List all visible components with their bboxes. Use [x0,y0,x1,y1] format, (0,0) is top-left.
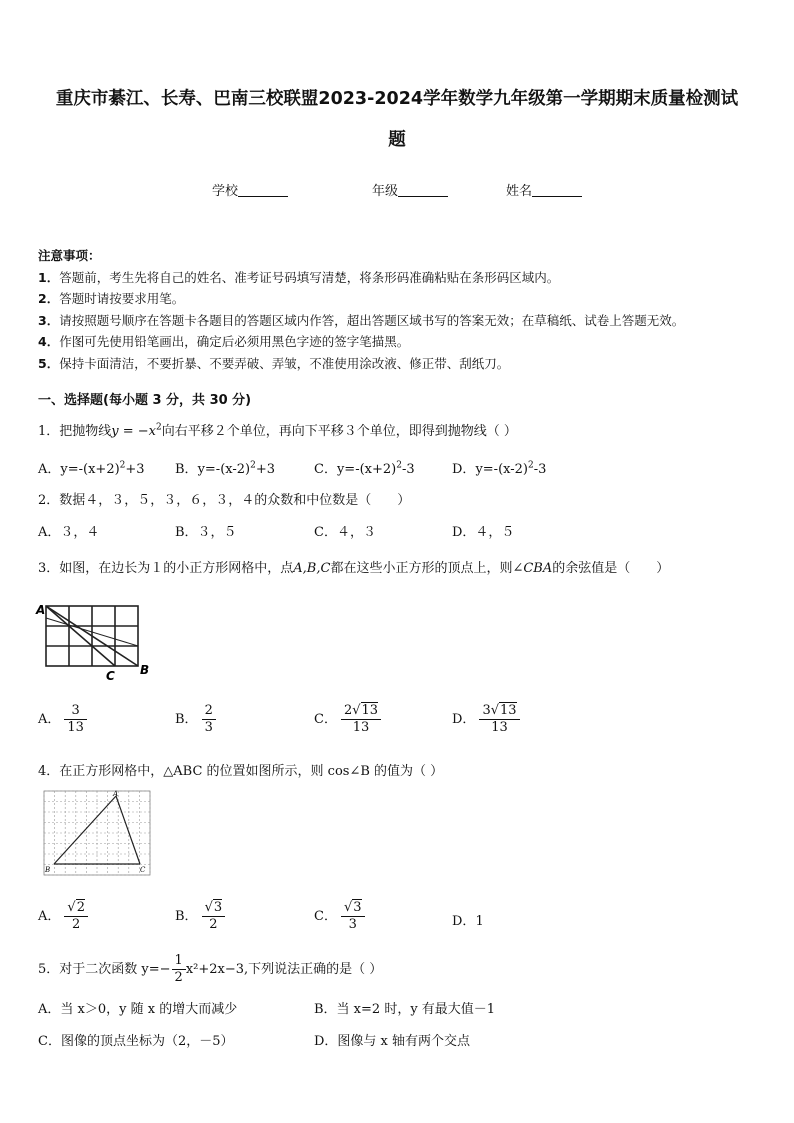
notes-heading: 注意事项： [38,248,101,263]
grade-field[interactable] [372,180,448,199]
school-blank[interactable] [238,182,288,197]
question-3: 3．如图，在边长为１的小正方形网格中，点A,B,C都在这些小正方形的顶点上，则∠CBA的余弦值是（ ） [38,561,670,576]
q3-option-c[interactable]: C． $\frac{2√13}{13}$ [314,703,381,736]
q3-option-d[interactable]: D． $\frac{3√13}{13}$ [452,703,520,736]
q4-option-d[interactable]: D．1 [452,914,484,929]
q4-label-a: A [113,790,119,798]
q1-option-a[interactable]: A．$y=-(x+2)^2+3$ [38,460,145,477]
q3-option-a[interactable]: A． $\frac{3}{13}$ [38,703,87,736]
q4-option-c[interactable]: C． $\frac{√3}{3}$ [314,900,365,933]
grade-label: 年级 [372,184,399,199]
note-item: 2．答题时请按要求用笔。 [38,291,185,306]
question-5: 5．对于二次函数 y=− $\frac{1}{2}$ x²+2x−3,下列说法正确的是（ ） [38,953,383,985]
q5-option-b[interactable]: B．当 x=2 时，y 有最大值－1 [314,1002,496,1017]
exam-title-line1: 重庆市綦江、长寿、巴南三校联盟2023-2024学年数学九年级第一学期期末质量检测试 [55,89,739,109]
q5-option-c[interactable]: C．图像的顶点坐标为（2，－5） [38,1034,234,1049]
q4-option-a[interactable]: A． $\frac{√2}{2}$ [38,900,88,933]
q5-option-d[interactable]: D．图像与 x 轴有两个交点 [314,1034,471,1049]
note-item: 5．保持卡面清洁，不要折暴、不要弄破、弄皱，不准使用涂改液、修正带、刮纸刀。 [38,355,510,371]
question-4: 4．在正方形网格中，△ABC 的位置如图所示，则 cos∠B 的值为（ ） [38,764,444,779]
q3-grid-figure [34,598,154,684]
notes-block [38,245,684,374]
question-2: 2．数据４，３，５，３，６，３，４的众数和中位数是（ ） [38,493,411,508]
note-item: 3．请按照题号顺序在答题卡各题目的答题区域内作答，超出答题区域书写的答案无效；在草稿纸、试卷上答题无效。 [38,312,685,328]
note-item: 4．作图可先使用铅笔画出，确定后必须用黑色字迹的签字笔描黑。 [38,334,410,349]
q3-label-a: A [36,603,46,617]
student-info-row [0,180,794,200]
q5-option-a[interactable]: A．当 x＞0，y 随 x 的增大而减少 [38,1002,238,1017]
q4-grid-figure [40,788,154,878]
question-1: 1．把抛物线$y = -x^2$向右平移２个单位，再向下平移３个单位，即得到抛物线（ ） [38,422,517,439]
name-field[interactable] [506,180,582,199]
name-blank[interactable] [532,182,582,197]
note-item: 1．答题前，考生先将自己的姓名、准考证号码填写清楚，将条形码准确粘贴在条形码区域内。 [38,269,560,285]
q3-option-b[interactable]: B． $\frac{2}{3}$ [175,703,216,736]
school-field[interactable] [212,180,288,199]
q1-option-d[interactable]: D．$y=-(x-2)^2-3$ [452,460,547,477]
q3-label-b: B [140,663,150,677]
section-heading: 一、选择题(每小题 3 分，共 30 分) [38,393,252,408]
q4-label-c: C [140,866,146,874]
q2-option-a[interactable]: A．３，４ [38,525,100,540]
exam-title-line2: 题 [388,130,406,150]
q2-option-b[interactable]: B．３，５ [175,525,237,540]
q2-option-d[interactable]: D．４，５ [452,525,515,540]
q4-label-b: B [45,866,51,874]
grade-blank[interactable] [398,182,448,197]
q4-option-b[interactable]: B． $\frac{√3}{2}$ [175,900,225,933]
school-label: 学校 [212,184,239,199]
q2-option-c[interactable]: C．４，３ [314,525,376,540]
q3-label-c: C [106,669,115,683]
q1-option-c[interactable]: C．$y=-(x+2)^2-3$ [314,460,415,477]
name-label: 姓名 [506,184,533,199]
q1-option-b[interactable]: B．$y=-(x-2)^2+3$ [175,460,276,477]
